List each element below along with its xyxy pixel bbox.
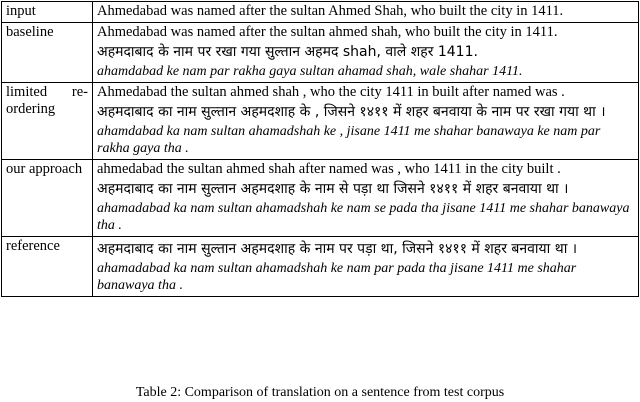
- row-label: reference: [2, 237, 93, 297]
- hindi-text: अहमदाबाद के नाम पर रखा गया सुल्तान अहमद shah, वाले शहर 1411.: [97, 44, 478, 60]
- hindi-text: अहमदाबाद का नाम सुल्तान अहमदशाह के नाम से पड़ा था जिसने १४११ में शहर बनवाया था ।: [97, 181, 569, 197]
- transliteration-text: ahamadabad ka nam sultan ahamadshah ke nam par pada tha jisane 1411 me shahar banawaya tha .: [97, 261, 577, 293]
- table-row-our-approach: [2, 160, 639, 237]
- hindi-text: अहमदाबाद का नाम सुल्तान अहमदशाह के , जिसने १४११ में शहर बनवाया के नाम पर रखा गया था ।: [97, 104, 606, 120]
- row-label: our approach: [2, 160, 93, 237]
- english-text: Ahmedabad was named after the sultan ahmed shah, who built the city in 1411.: [97, 24, 558, 40]
- english-text: Ahmedabad was named after the sultan Ahmed Shah, who built the city in 1411.: [97, 3, 564, 19]
- table-row-input: [2, 2, 639, 23]
- row-content: [93, 160, 639, 237]
- row-content: [93, 83, 639, 160]
- comparison-table: [1, 1, 639, 297]
- row-label: limited re-ordering: [2, 83, 93, 160]
- transliteration-text: ahamdabad ka nam sultan ahamadshah ke , jisane 1411 me shahar banawaya ke nam par rakha gaya tha .: [97, 124, 601, 156]
- transliteration-text: ahamdabad ke nam par rakha gaya sultan ahamad shah, wale shahar 1411.: [97, 64, 523, 79]
- table-caption: Table 2: Comparison of translation on a sentence from test corpus: [135, 385, 505, 400]
- hindi-text: अहमदाबाद का नाम सुल्तान अहमदशाह के नाम पर पड़ा था, जिसने १४११ में शहर बनवाया था ।: [97, 241, 578, 257]
- table-row-reference: [2, 237, 639, 297]
- row-label: baseline: [2, 23, 93, 83]
- row-content: [93, 23, 639, 83]
- row-content: [93, 2, 639, 23]
- english-text: Ahmedabad the sultan ahmed shah , who the city 1411 in built after named was .: [97, 84, 565, 100]
- row-label: input: [2, 2, 93, 23]
- english-text: ahmedabad the sultan ahmed shah after named was , who 1411 in the city built .: [97, 161, 561, 177]
- row-content: [93, 237, 639, 297]
- table-row-baseline: [2, 23, 639, 83]
- table-row-limited-reordering: [2, 83, 639, 160]
- transliteration-text: ahamadabad ka nam sultan ahamadshah ke nam se pada tha jisane 1411 me shahar banawaya tha .: [97, 201, 630, 233]
